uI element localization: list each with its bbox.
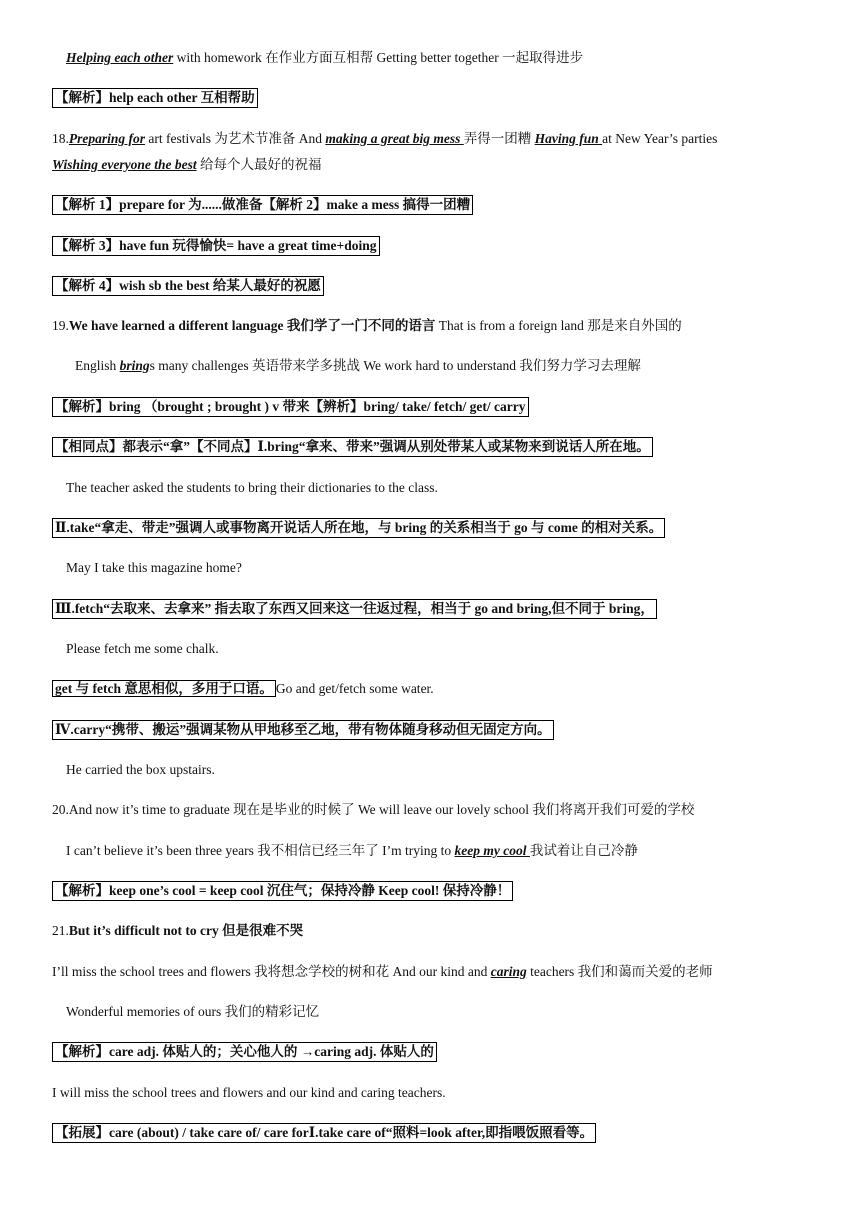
line-text: art festivals 为艺术节准备 And [145,131,326,146]
text-line: 20.And now it’s time to graduate 现在是毕业的时候了 We will leave our lovely school 我们将离开我们可爱的学校 [52,802,695,817]
line-text: 弄得一团糟 [463,131,535,146]
line-text: I’ll miss the school trees and flowers 我将想念学校的树和花 And our kind and [52,964,491,979]
line-text: at New Year’s parties [602,131,718,146]
line-text: with homework 在作业方面互相帮 Getting better together 一起取得进步 [173,50,584,65]
text-line [52,129,717,149]
example-sentence: I will miss the school trees and flowers and our kind and caring teachers. [52,1085,446,1100]
example-sentence: The teacher asked the students to bring their dictionaries to the class. [66,480,438,495]
item-number: 18. [52,131,69,146]
example-sentence: Please fetch me some chalk. [66,641,219,656]
keyword: keep my cool [454,843,530,858]
analysis-box: Ⅱ.take“拿走、带走”强调人或事物离开说话人所在地，与 bring 的关系相当于 go 与 come 的相对关系。 [52,518,665,538]
analysis-box: Ⅲ.fetch“去取来、去拿来” 指去取了东西又回来这一往返过程，相当于 go and bring,但不同于 bring， [52,599,657,619]
analysis-box: Ⅳ.carry“携带、搬运”强调某物从甲地移至乙地，带有物体随身移动但无固定方向。 [52,720,554,740]
analysis-box: 【解析 3】have fun 玩得愉快= have a great time+doing [52,236,380,256]
analysis-box: 【解析】keep one’s cool = keep cool 沉住气；保持冷静 Keep cool! 保持冷静！ [52,881,513,901]
line-text: 我试着让自己冷静 [529,843,638,858]
line-text: That is from a foreign land 那是来自外国的 [435,318,682,333]
keyword: Preparing for [68,131,146,146]
analysis-box: 【解析 1】prepare for 为......做准备【解析 2】make a mess 搞得一团糟 [52,195,473,215]
example-sentence: May I take this magazine home? [66,560,242,575]
keyword: Wishing everyone the best [52,157,197,172]
text-line [75,356,641,376]
analysis-box: 【相同点】都表示“拿”【不同点】Ⅰ.bring“拿来、带来”强调从别处带某人或某物来到说话人所在地。 [52,437,653,457]
example-sentence: Go and get/fetch some water. [275,681,434,696]
line-text: teachers 我们和蔼而关爱的老师 [526,964,713,979]
keyword: making a great big mess [325,131,464,146]
text-line [52,679,434,699]
text-line [52,962,713,982]
line-text: 给每个人最好的祝福 [196,157,322,172]
line-text: I can’t believe it’s been three years 我不相信已经三年了 I’m trying to [66,843,455,858]
line-text: English [75,358,120,373]
example-sentence: He carried the box upstairs. [66,762,215,777]
analysis-box: 【拓展】care (about) / take care of/ care forⅠ.take care of“照料=look after,即指喂饭照看等。 [52,1123,596,1143]
bold-text: But it’s difficult not to cry 但是很难不哭 [68,923,304,938]
bold-text: We have learned a different language 我们学了一门不同的语言 [68,318,436,333]
text-line [66,841,638,861]
item-number: 21. [52,923,69,938]
analysis-box: 【解析 4】wish sb the best 给某人最好的祝愿 [52,276,324,296]
keyword: bring [119,358,150,373]
line-text: s many challenges 英语带来学多挑战 We work hard to understand 我们努力学习去理解 [149,358,641,373]
item-number: 19. [52,318,69,333]
analysis-box: 【解析】help each other 互相帮助 [52,88,258,108]
keyword: Having fun [534,131,603,146]
text-line [52,921,303,941]
analysis-box-inline: get 与 fetch 意思相似，多用于口语。 [52,680,276,697]
text-line [66,48,583,68]
text-line: Wonderful memories of ours 我们的精彩记忆 [66,1004,320,1019]
keyword: caring [490,964,527,979]
analysis-box: 【解析】care adj. 体贴人的；关心他人的 →caring adj. 体贴人的 [52,1042,437,1062]
keyword: Helping each other [66,50,174,65]
text-line [52,316,682,336]
analysis-box: 【解析】bring （brought ; brought ) v 带来【辨析】bring/ take/ fetch/ get/ carry [52,397,529,417]
text-line [52,155,322,175]
